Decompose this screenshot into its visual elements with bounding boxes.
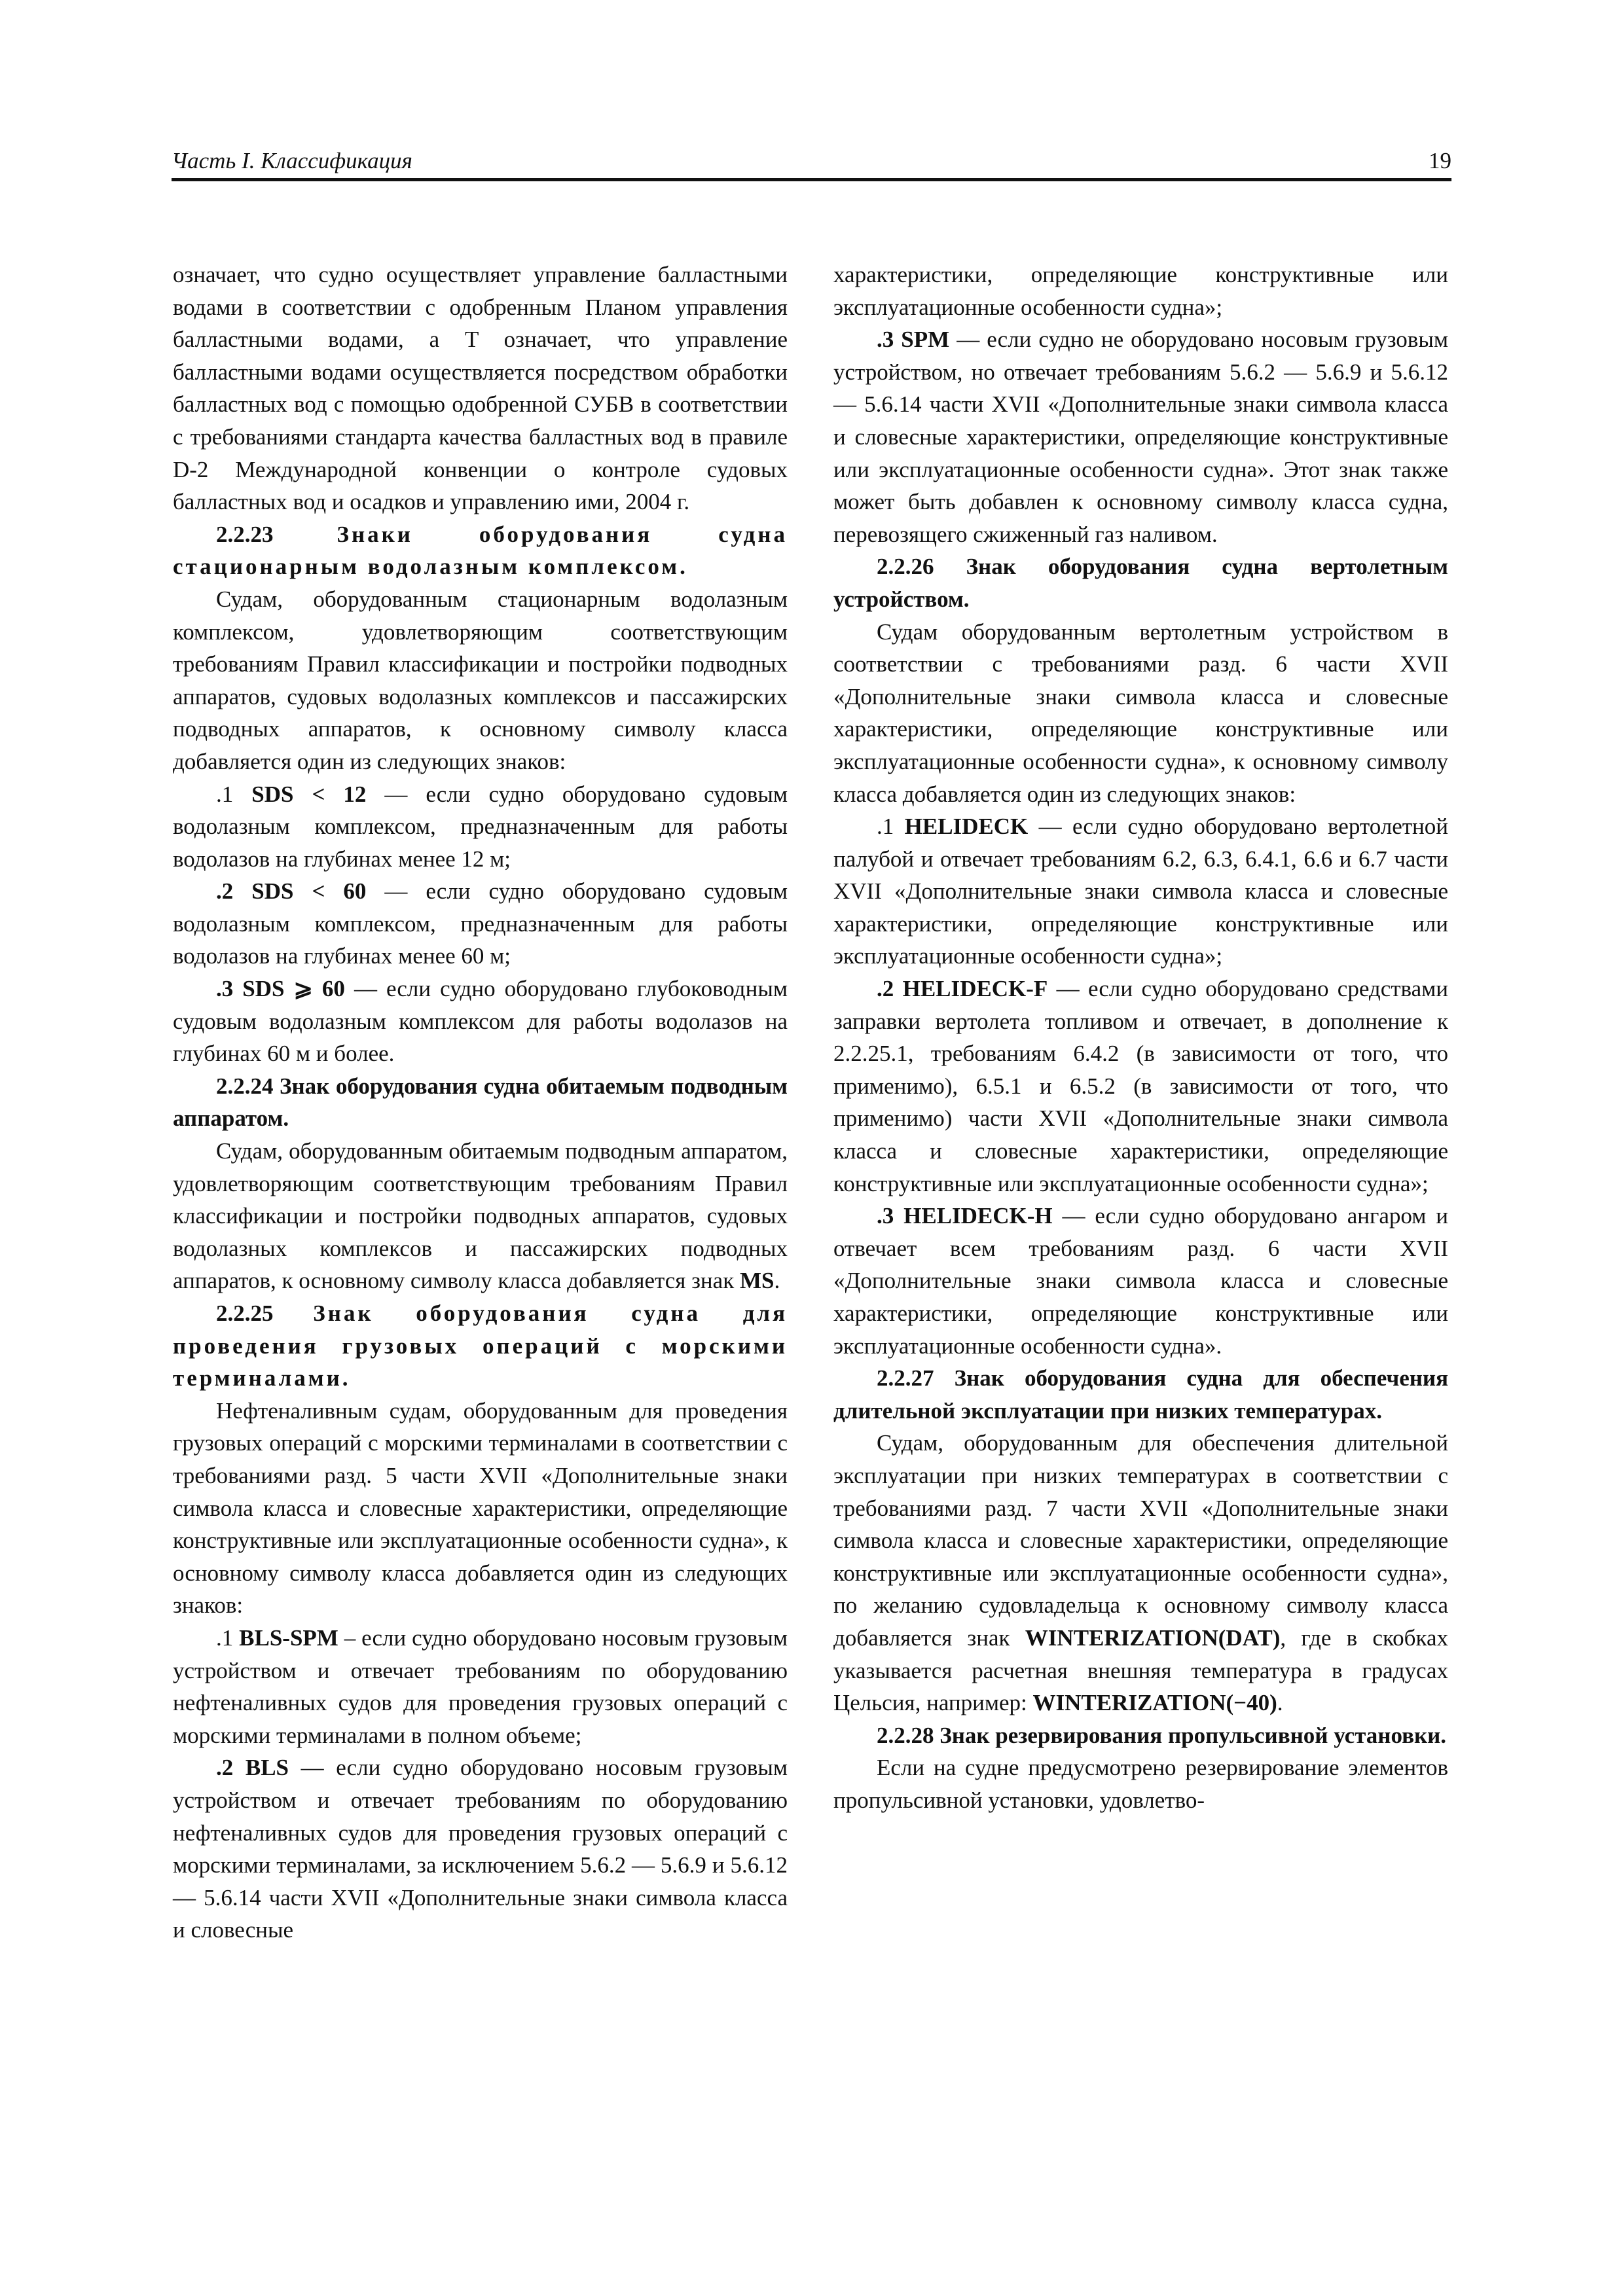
section-number: 2.2.26 [877,554,934,580]
item-number: .3 [877,327,894,353]
right-column [833,259,1448,1817]
section-heading-2-2-24 [173,1070,788,1135]
class-notation: SPM [901,327,950,353]
list-item-sds-12 [173,778,788,876]
running-header-title: Часть I. Классификация [172,148,412,173]
paragraph-text: , где в скобках указывается расчетная внешняя температура в градусах Цельсия, например: [833,1624,1448,1716]
paragraph-ballast-water: означает, что судно осуществляет управление балластными водами в соответствии с одобренным Планом управления балластными водами, а T означает, что управление балластными водами осуществляется посредством обработки балластных вод с помощью одобренной СУБВ в соответствии с требованиями стандарта качества балластных вод в правиле D-2 Международной конвенции о контроле судовых балластных вод и осадков и управлению ими, 2004 г. [173,262,788,515]
item-number: .1 [216,1624,234,1651]
list-item-sds-ge-60 [173,973,788,1070]
class-notation: BLS-SPM [239,1624,338,1651]
section-title: Знак оборудования судна вертолетным устройством. [833,554,1449,612]
list-item-helideck-f [833,973,1448,1200]
item-text: — если судно оборудовано средствами заправки вертолета топливом и отвечает, в дополнение к 2.2.25.1, требованиям 6.4.2 (в зависимости от того, что применимо), 6.5.1 и 6.5.2 (в зависимости от того, что применимо) части XVII «Дополнительные знаки символа класса и словесные характеристики, определяющие конструктивные или эксплуатационные особенности судна»; [833,976,1449,1196]
class-notation: HELIDECK-H [903,1203,1053,1229]
item-number: .3 [216,976,234,1002]
section-title: Знак оборудования судна для проведения грузовых операций с морскими терминалами. [173,1300,788,1391]
section-heading-2-2-28 [833,1719,1448,1752]
section-heading-2-2-27 [833,1362,1448,1427]
paragraph-text: Судам, оборудованным обитаемым подводным аппаратом, удовлетворяющим соответствующим требованиям Правил классификации и постройки подводных аппаратов, судовых водолазных комплексов и пассажирских подводных аппаратов, к основному символу класса добавляется знак [173,1138,788,1294]
paragraph-winterization: Судам, оборудованным для обеспечения длительной эксплуатации при низких температурах в соответствии с требованиями разд. 7 части XVII «Дополнительные знаки символа класса и словесные характеристики, определяющие конструктивные или эксплуатационные особенности судна», по желанию судовладельца к основному символу класса добавляется знак WINTERIZATION(DAT), где в скобках указывается расчетная внешняя температура в градусах Цельсия, например: WINTERIZATION(−40). [833,1430,1448,1716]
paragraph-continuation: характеристики, определяющие конструктивные или эксплуатационные особенности судна»; [833,262,1448,320]
list-item-bls-spm [173,1622,788,1751]
running-header [172,145,1451,181]
class-notation: MS [739,1268,775,1294]
list-item-helideck [833,810,1448,973]
left-column [173,259,788,1946]
item-number: .1 [877,814,894,840]
paragraph-diving-complex: Судам, оборудованным стационарным водолазным комплексом, удовлетворяющим соответствующим требованиям Правил классификации и постройки подводных аппаратов, судовых водолазных комплексов и пассажирских подводных аппаратов, к основному символу класса добавляется один из следующих знаков: [173,586,788,774]
item-number: .2 [216,878,234,905]
item-number: .3 [877,1203,894,1229]
list-item-bls [173,1751,788,1946]
list-item-spm [833,323,1448,550]
class-notation: BLS [245,1755,289,1781]
class-notation: SDS ⩾ 60 [242,976,345,1002]
item-text: — если судно оборудовано судовым водолазным комплексом, предназначенным для работы водолазов на глубинах менее 12 м; [173,781,788,872]
section-number: 2.2.28 [877,1722,934,1748]
item-text: — если судно оборудовано глубоководным судовым водолазным комплексом для работы водолазов на глубинах 60 м и более. [173,976,788,1067]
list-item-helideck-h [833,1200,1448,1362]
section-heading-2-2-26 [833,550,1448,615]
item-text: — если судно оборудовано судовым водолазным комплексом, предназначенным для работы водолазов на глубинах менее 60 м; [173,878,788,969]
paragraph-oil-tankers: Нефтеналивным судам, оборудованным для проведения грузовых операций с морскими терминалами в соответствии с требованиями разд. 5 части XVII «Дополнительные знаки символа класса и словесные характеристики, определяющие конструктивные или эксплуатационные особенности судна», к основному символу класса добавляется один из следующих знаков: [173,1397,788,1619]
item-text: – если судно оборудовано носовым грузовым устройством и отвечает требованиям по оборудованию нефтеналивных судов для проведения грузовых операций с морскими терминалами в полном объеме; [173,1624,788,1748]
section-number: 2.2.25 [216,1300,274,1326]
section-title: Знаки оборудования судна стационарным водолазным комплексом. [173,521,788,580]
class-notation: WINTERIZATION(DAT) [1025,1624,1281,1651]
paragraph-helicopter: Судам оборудованным вертолетным устройством в соответствии с требованиями разд. 6 части XVII «Дополнительные знаки символа класса и словесные характеристики, определяющие конструктивные или эксплуатационные особенности судна», к основному символу класса добавляется один из следующих знаков: [833,619,1448,807]
item-text: — если судно оборудовано носовым грузовым устройством и отвечает требованиям по оборудованию нефтеналивных судов для проведения грузовых операций с морскими терминалами, за исключением 5.6.2 — 5.6.9 и 5.6.12 — 5.6.14 части XVII «Дополнительные знаки символа класса и словесные [173,1755,788,1943]
section-number: 2.2.23 [216,521,274,547]
item-text: — если судно оборудовано ангаром и отвечает всем требованиям разд. 6 части XVII «Дополнительные знаки символа класса и словесные характеристики, определяющие конструктивные или эксплуатационные особенности судна». [833,1203,1448,1359]
item-text: — если судно оборудовано вертолетной палубой и отвечает требованиям 6.2, 6.3, 6.4.1, 6.6 и 6.7 части XVII «Дополнительные знаки символа класса и словесные характеристики, определяющие конструктивные или эксплуатационные особенности судна»; [833,814,1448,969]
page-number: 19 [1429,148,1451,173]
item-number: .2 [216,1755,234,1781]
section-heading-2-2-23 [173,518,788,583]
paragraph-submersible: Судам, оборудованным обитаемым подводным аппаратом, удовлетворяющим соответствующим требованиям Правил классификации и постройки подводных аппаратов, судовых водолазных комплексов и пассажирских подводных аппаратов, к основному символу класса добавляется знак MS. [173,1138,788,1294]
class-notation: SDS < 60 [251,878,367,905]
class-notation: WINTERIZATION(−40) [1032,1690,1277,1716]
paragraph-text: Судам, оборудованным для обеспечения длительной эксплуатации при низких температурах в соответствии с требованиями разд. 7 части XVII «Дополнительные знаки символа класса и словесные характеристики, определяющие конструктивные или эксплуатационные особенности судна», по желанию судовладельца к основному символу класса добавляется знак [833,1430,1448,1651]
section-heading-2-2-25 [173,1297,788,1395]
section-number: 2.2.24 [216,1073,274,1099]
class-notation: HELIDECK-F [902,976,1048,1002]
item-text: — если судно не оборудовано носовым грузовым устройством, но отвечает требованиям 5.6.2 — 5.6.9 и 5.6.12 — 5.6.14 части XVII «Дополнительные знаки символа класса и словесные характеристики, определяющие конструктивные или эксплуатационные особенности судна». Этот знак также может быть добавлен к основному символу класса судна, перевозящего сжиженный газ наливом. [833,327,1448,547]
item-number: .1 [216,781,234,807]
section-title: Знак оборудования судна для обеспечения длительной эксплуатации при низких температурах. [833,1365,1448,1424]
section-number: 2.2.27 [877,1365,934,1391]
section-title: Знак оборудования судна обитаемым подводным аппаратом. [173,1073,788,1132]
section-title: Знак резервирования пропульсивной установки. [939,1722,1447,1748]
list-item-sds-60 [173,875,788,973]
class-notation: HELIDECK [904,814,1029,840]
item-number: .2 [877,976,894,1002]
paragraph-propulsion-redundancy: Если на судне предусмотрено резервирование элементов пропульсивной установки, удовлетво- [833,1755,1448,1813]
class-notation: SDS < 12 [251,781,367,807]
